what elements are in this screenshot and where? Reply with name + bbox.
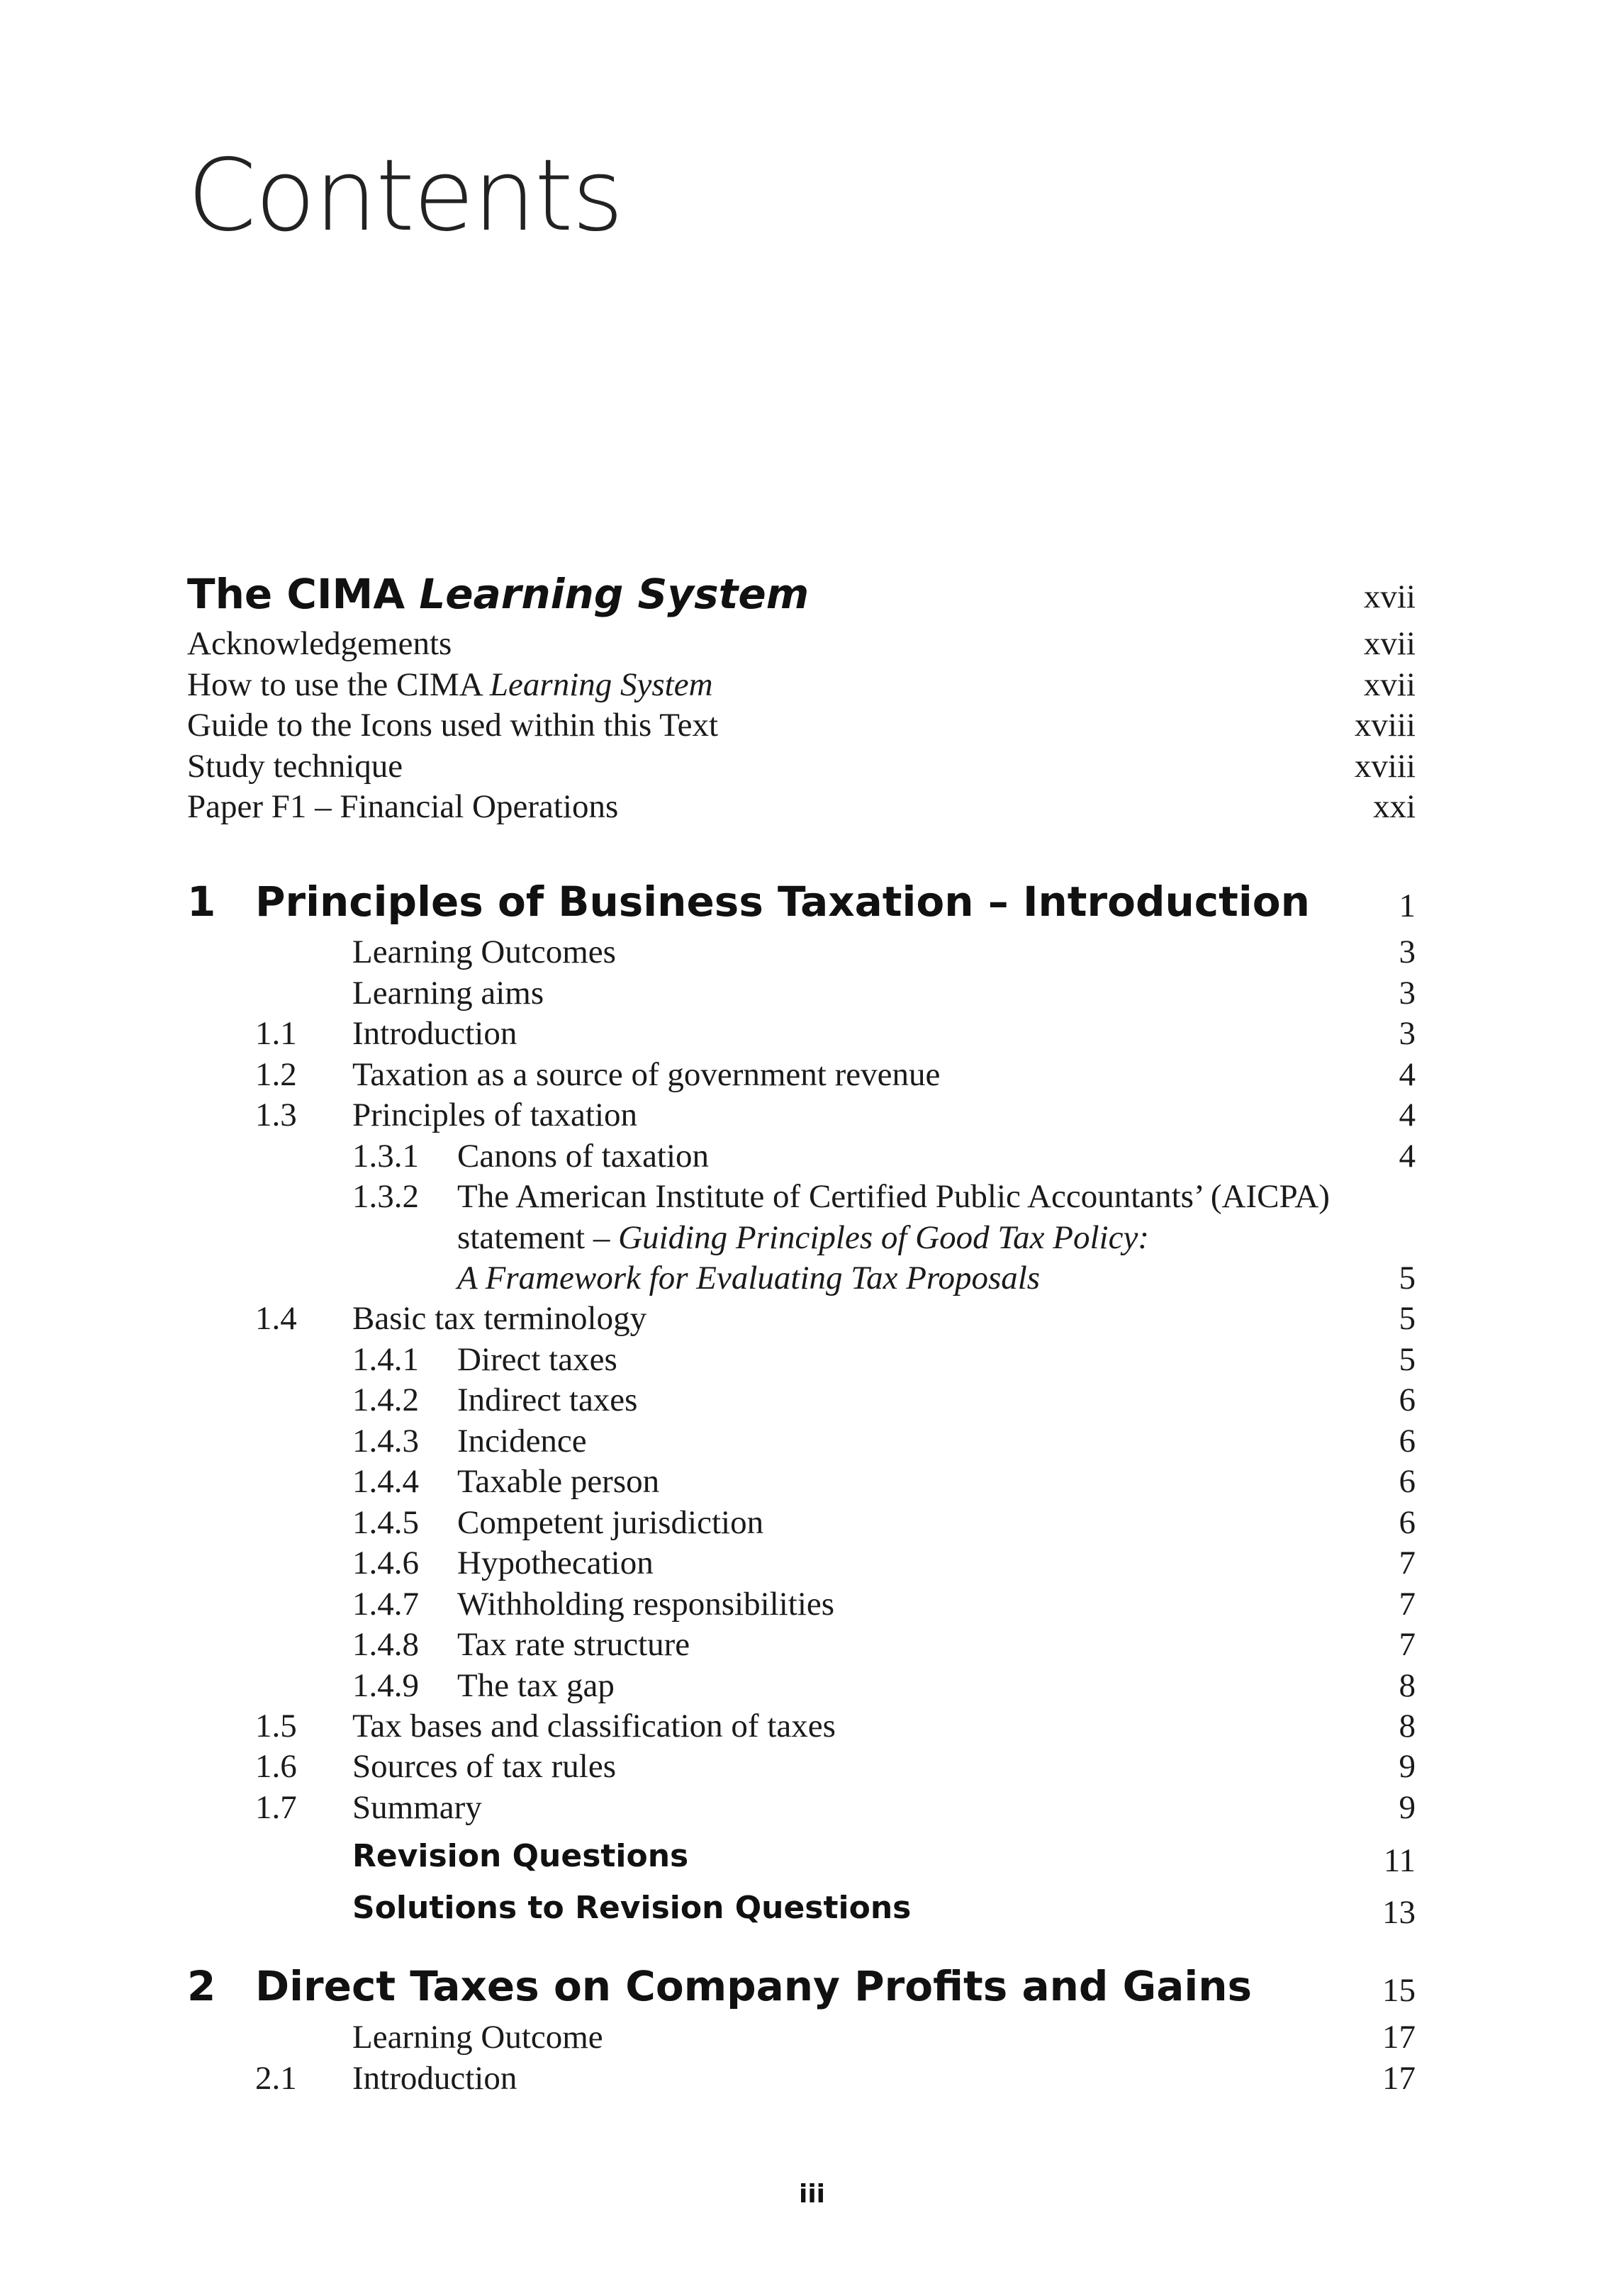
page-number: 9 (1399, 1789, 1416, 1826)
toc-entry-label: Indirect taxes (457, 1382, 638, 1418)
page-number: 7 (1399, 1626, 1416, 1663)
page-number: 9 (1399, 1748, 1416, 1785)
toc-entry (0, 1786, 1624, 1829)
toc-entry (0, 1420, 1624, 1462)
chapter-title: Principles of Business Taxation – Introduction (255, 878, 1310, 926)
page-number: xvii (1363, 666, 1416, 703)
toc-entry-label: Taxation as a source of government revenue (352, 1056, 941, 1093)
page-number: 3 (1399, 975, 1416, 1012)
chapter-heading-1 (0, 878, 1624, 926)
page-number: 13 (1382, 1894, 1416, 1931)
page-number: xvii (1363, 578, 1416, 615)
toc-entry (0, 663, 1624, 706)
page-number: 5 (1399, 1260, 1416, 1296)
section-number: 1.4.6 (352, 1545, 419, 1581)
toc-entry (0, 1664, 1624, 1707)
page-number: 4 (1399, 1097, 1416, 1133)
toc-entry-label: Tax rate structure (457, 1626, 690, 1663)
page-number: 5 (1399, 1341, 1416, 1378)
toc-entry (0, 1012, 1624, 1055)
toc-entry-label: Sources of tax rules (352, 1748, 616, 1785)
page-number: 7 (1399, 1545, 1416, 1581)
page-number: 3 (1399, 1015, 1416, 1052)
toc-entry-label: Paper F1 – Financial Operations (187, 788, 619, 825)
toc-entry-label: Canons of taxation (457, 1138, 710, 1175)
section-number: 1.1 (255, 1015, 297, 1052)
toc-entry (0, 1745, 1624, 1788)
toc-entry-label: A Framework for Evaluating Tax Proposals (457, 1260, 1041, 1296)
section-number: 1.3 (255, 1097, 297, 1133)
toc-entry-revision-questions (0, 1835, 1624, 1878)
toc-entry-label: The American Institute of Certified Public Accountants’ (AICPA) (457, 1178, 1330, 1215)
page-number: 3 (1399, 934, 1416, 970)
toc-entry-label: Revision Questions (352, 1838, 689, 1874)
toc-entry (0, 1053, 1624, 1096)
toc-entry (0, 1338, 1624, 1381)
toc-entry-label: Taxable person (457, 1463, 660, 1500)
page-number: 7 (1399, 1586, 1416, 1623)
toc-entry-label: Solutions to Revision Questions (352, 1890, 912, 1926)
toc-entry-label: Tax bases and classification of taxes (352, 1708, 836, 1744)
toc-entry-label: Introduction (352, 2060, 517, 2097)
toc-entry-label: Hypothecation (457, 1545, 654, 1581)
toc-entry-label: Learning aims (352, 975, 544, 1012)
page-number: 15 (1382, 1972, 1416, 2009)
toc-entry-solutions (0, 1887, 1624, 1929)
section-number: 1.3.1 (352, 1138, 419, 1175)
page-number: 1 (1399, 887, 1416, 924)
page-number: 6 (1399, 1382, 1416, 1418)
page-number: xvii (1363, 625, 1416, 662)
toc-entry-label: Principles of taxation (352, 1097, 638, 1133)
chapter-heading-2 (0, 1962, 1624, 2010)
page-number: 17 (1382, 2019, 1416, 2056)
toc-entry (0, 1094, 1624, 1136)
toc-entry (0, 2016, 1624, 2058)
toc-entry-label: Learning Outcome (352, 2019, 603, 2056)
toc-entry-label: Study technique (187, 748, 403, 785)
toc-entry (0, 2057, 1624, 2100)
toc-entry-label: Competent jurisdiction (457, 1504, 764, 1541)
toc-entry-label: How to use the CIMA Learning System (187, 666, 713, 703)
toc-entry-label: Basic tax terminology (352, 1300, 647, 1337)
toc-entry (0, 972, 1624, 1014)
toc-entry (0, 704, 1624, 746)
page-number: 5 (1399, 1300, 1416, 1337)
toc-entry (0, 1542, 1624, 1584)
section-number: 1.4.2 (352, 1382, 419, 1418)
toc-entry-continuation (0, 1216, 1624, 1259)
page-number: 6 (1399, 1463, 1416, 1500)
toc-entry (0, 785, 1624, 828)
toc-entry (0, 1583, 1624, 1625)
toc-entry (0, 1460, 1624, 1503)
section-number: 1.4.7 (352, 1586, 419, 1623)
toc-entry (0, 1705, 1624, 1747)
toc-entry-label: Summary (352, 1789, 482, 1826)
section-number: 1.4 (255, 1300, 297, 1337)
toc-entry (0, 1501, 1624, 1544)
chapter-title: Direct Taxes on Company Profits and Gains (255, 1962, 1253, 2010)
section-number: 1.4.4 (352, 1463, 419, 1500)
toc-entry-continuation (0, 1257, 1624, 1299)
toc-entry (0, 1297, 1624, 1340)
page-number: 4 (1399, 1056, 1416, 1093)
section-number: 1.2 (255, 1056, 297, 1093)
page-number: 4 (1399, 1138, 1416, 1175)
toc-entry-label: Withholding responsibilities (457, 1586, 835, 1623)
toc-entry-label: Learning Outcomes (352, 934, 616, 970)
toc-entry (0, 1135, 1624, 1177)
toc-entry-label: The tax gap (457, 1667, 615, 1704)
section-number: 1.4.1 (352, 1341, 419, 1378)
section-number: 1.5 (255, 1708, 297, 1744)
section-heading-cima (0, 570, 1624, 618)
page-number: 8 (1399, 1667, 1416, 1704)
section-number: 1.3.2 (352, 1178, 419, 1215)
section-number: 1.4.8 (352, 1626, 419, 1663)
toc-entry-label: Guide to the Icons used within this Text (187, 707, 719, 744)
section-number: 1.4.5 (352, 1504, 419, 1541)
toc-entry-label: Introduction (352, 1015, 517, 1052)
toc-entry (0, 1379, 1624, 1421)
page-folio: iii (798, 2180, 826, 2209)
page-number: xviii (1354, 707, 1416, 744)
section-number: 2.1 (255, 2060, 297, 2097)
toc-entry (0, 1623, 1624, 1666)
page-number: 11 (1383, 1842, 1416, 1879)
toc-entry-label: statement – Guiding Principles of Good Tax Policy: (457, 1219, 1149, 1256)
page-number: xviii (1354, 748, 1416, 785)
toc-entry (0, 745, 1624, 788)
page-number: 17 (1382, 2060, 1416, 2097)
toc-entry (0, 622, 1624, 665)
section-number: 1.4.9 (352, 1667, 419, 1704)
section-heading-label: The CIMA Learning System (187, 570, 810, 618)
toc-entry (0, 931, 1624, 973)
section-number: 1.6 (255, 1748, 297, 1785)
toc-entry-label: Direct taxes (457, 1341, 617, 1378)
page-number: 6 (1399, 1504, 1416, 1541)
toc-entry-label: Acknowledgements (187, 625, 452, 662)
toc-entry-label: Incidence (457, 1423, 587, 1460)
chapter-number: 1 (187, 878, 216, 926)
page-number: xxi (1372, 788, 1416, 825)
section-number: 1.7 (255, 1789, 297, 1826)
page-number: 6 (1399, 1423, 1416, 1460)
toc-entry (0, 1175, 1624, 1218)
page-number: 8 (1399, 1708, 1416, 1744)
section-number: 1.4.3 (352, 1423, 419, 1460)
chapter-number: 2 (187, 1962, 216, 2010)
page-title: Contents (187, 138, 622, 254)
